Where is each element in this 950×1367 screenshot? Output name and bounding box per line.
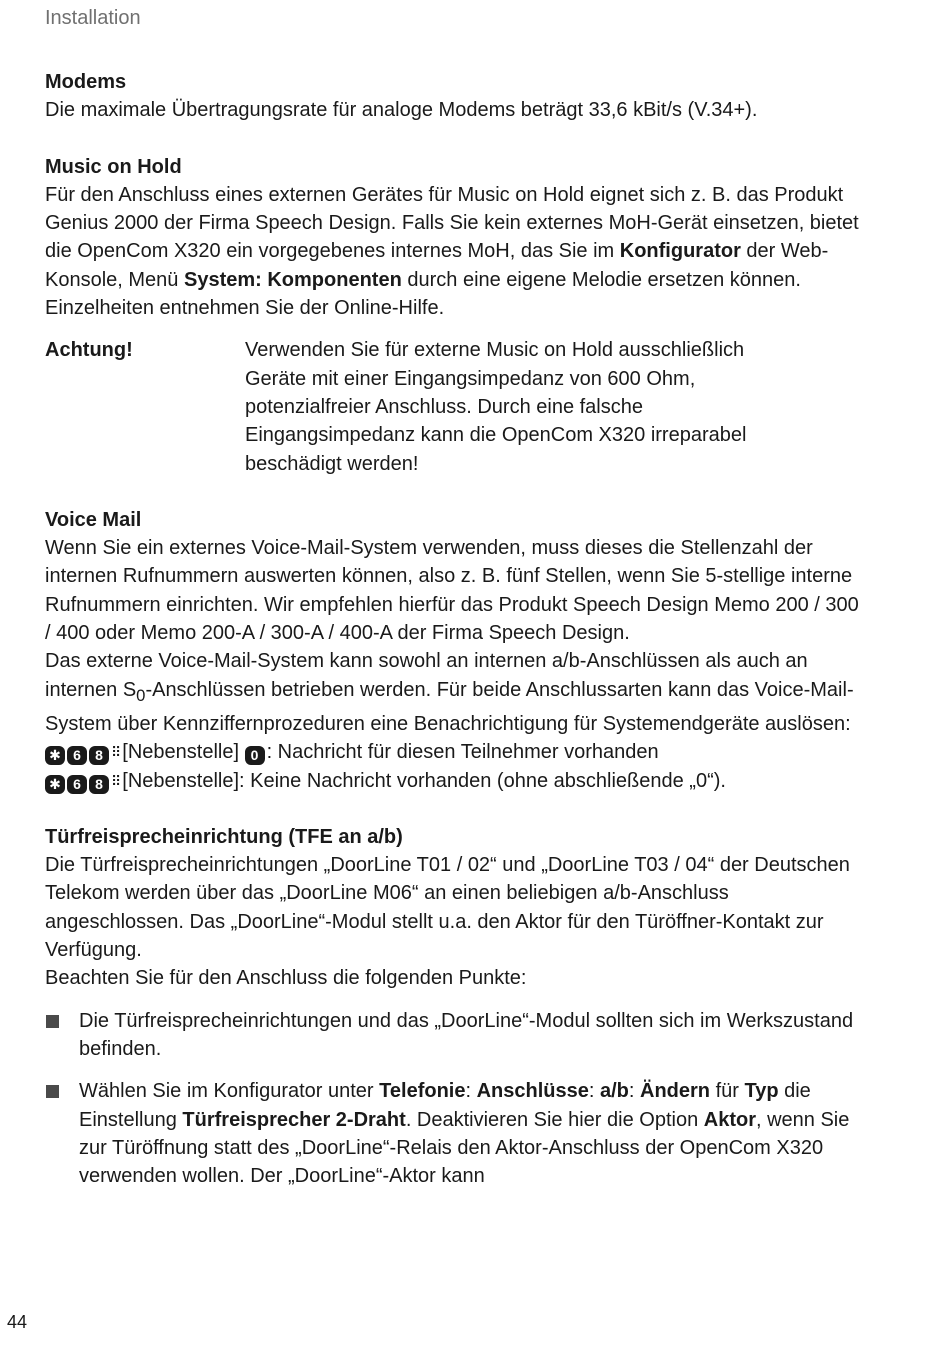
bullet-1-text: Die Türfreisprecheinrichtungen und das „DoorLine“-Modul sollten sich im Werkszustand befinden.	[79, 1009, 854, 1060]
keypad-icon: ⠿	[111, 744, 122, 761]
warning-label: Achtung!	[45, 339, 133, 362]
square-bullet-icon	[46, 1085, 59, 1098]
menu-separator: :	[628, 1080, 641, 1103]
s0-subscript: 0	[136, 685, 146, 705]
bullet-2-text-4: , wenn Sie zur Türöffnung statt des „DoorLine“-Relais den Aktor-Anschluss der OpenCom X320 verwenden wollen. Der „DoorLine“-Aktor kann	[79, 1108, 850, 1188]
menu-separator: :	[465, 1080, 477, 1103]
menu-aendern: Ändern	[640, 1080, 711, 1103]
section-tfe	[45, 823, 865, 1191]
voicemail-paragraph-2	[45, 647, 865, 738]
code-line-message-present	[45, 738, 865, 766]
digit-6-key-icon: 6	[67, 775, 87, 794]
digit-8-key-icon: 8	[89, 775, 109, 794]
warning-text: Verwenden Sie für externe Music on Hold ausschließlich Geräte mit einer Eingangsimpedanz von 600 Ohm, potenzialfreier Anschluss. Durch eine falsche Eingangsimpedanz kann die OpenCom X320 irreparabel beschädigt werden!	[245, 339, 747, 475]
bullet-2-text-1: Wählen Sie im Konfigurator unter	[79, 1080, 380, 1103]
section-voice-mail	[45, 506, 865, 795]
bullet-2-fuer: für	[710, 1080, 745, 1103]
moh-paragraph	[45, 181, 865, 322]
bullet-2-text-2: die Einstellung	[79, 1080, 811, 1131]
menu-ab: a/b	[599, 1080, 629, 1103]
voicemail-p2-text-a: Das externe Voice-Mail-System kann sowohl an internen a/b-Anschlüssen als auch an internen S	[45, 650, 808, 701]
voicemail-paragraph-1: Wenn Sie ein externes Voice-Mail-System verwenden, muss dieses die Stellenzahl der internen Rufnummern auswerten können, also z. B. fünf Stellen, wenn Sie 5-stellige interne Rufnummern einrichten. Wir empfehlen hierfür das Produkt Speech Design Memo 200 / 300 / 400 oder Memo 200-A / 300-A / 400-A der Firma Speech Design.	[45, 537, 859, 645]
menu-anschluesse: Anschlüsse	[476, 1080, 589, 1103]
modems-text: Die maximale Übertragungsrate für analoge Modems beträgt 33,6 kBit/s (V.34+).	[45, 99, 758, 122]
section-music-on-hold	[45, 153, 865, 478]
digit-8-key-icon: 8	[89, 746, 109, 765]
tfe-bullet-list	[45, 1007, 865, 1191]
code-line-no-message	[45, 767, 865, 795]
digit-0-key-icon: 0	[245, 746, 265, 765]
voicemail-p2-text-b: -Anschlüssen betrieben werden. Für beide Anschlussarten kann das Voice-Mail-System über Kennziffernprozeduren eine Benachrichtigung für Systemendgeräte auslösen:	[45, 678, 854, 735]
section-modems	[45, 68, 865, 125]
field-typ: Typ	[744, 1080, 779, 1103]
list-item	[45, 1007, 865, 1064]
keypad-icon: ⠿	[111, 772, 122, 789]
list-item	[45, 1077, 865, 1190]
moh-text-1: Für den Anschluss eines externen Gerätes für Music on Hold eignet sich z. B. das Produkt Genius 2000 der Firma Speech Design. Falls Sie kein externes MoH-Gerät einsetzen, bietet die OpenCom X320 ein vorgegebenes internes MoH, das Sie im	[45, 183, 859, 263]
warning-box	[45, 336, 865, 477]
menu-separator: :	[588, 1080, 600, 1103]
moh-text-3: durch eine eigene Melodie ersetzen können. Einzelheiten entnehmen Sie der Online-Hilfe.	[45, 268, 801, 320]
running-header: Installation	[45, 7, 141, 29]
star-key-icon: ✱	[45, 746, 65, 765]
code2-text: [Nebenstelle]: Keine Nachricht vorhanden (ohne abschließende „0“).	[122, 769, 726, 792]
star-key-icon: ✱	[45, 775, 65, 794]
moh-text-2: der Web-Konsole, Menü	[45, 240, 829, 291]
bullet-2-text-3: . Deaktivieren Sie hier die Option	[405, 1108, 704, 1131]
square-bullet-icon	[46, 1015, 59, 1028]
tfe-paragraph-1: Die Türfreisprecheinrichtungen „DoorLine T01 / 02“ und „DoorLine T03 / 04“ der Deutschen Telekom werden über das „DoorLine M06“ an einen beliebigen a/b-Anschluss angeschlossen. Das „DoorLine“-Modul stellt u.a. den Aktor für den Türöffner-Kontakt zur Verfügung.	[45, 854, 850, 962]
option-aktor: Aktor	[703, 1108, 756, 1131]
section-heading-modems: Modems	[45, 71, 127, 93]
moh-konfigurator: Konfigurator	[619, 240, 741, 263]
section-heading-tfe: Türfreisprecheinrichtung (TFE an a/b)	[45, 825, 403, 848]
page-number: 44	[7, 1312, 28, 1332]
section-heading-music-on-hold: Music on Hold	[45, 155, 182, 178]
page-content	[45, 68, 865, 1204]
digit-6-key-icon: 6	[67, 746, 87, 765]
code1-text: : Nachricht für diesen Teilnehmer vorhanden	[266, 741, 659, 764]
setting-tfs: Türfreisprecher 2-Draht	[182, 1108, 406, 1131]
moh-menu-path: System: Komponenten	[183, 268, 402, 291]
code1-extension: [Nebenstelle]	[122, 741, 245, 764]
tfe-paragraph-2: Beachten Sie für den Anschluss die folgenden Punkte:	[45, 967, 527, 990]
section-heading-voice-mail: Voice Mail	[45, 508, 142, 531]
menu-telefonie: Telefonie	[379, 1080, 466, 1103]
